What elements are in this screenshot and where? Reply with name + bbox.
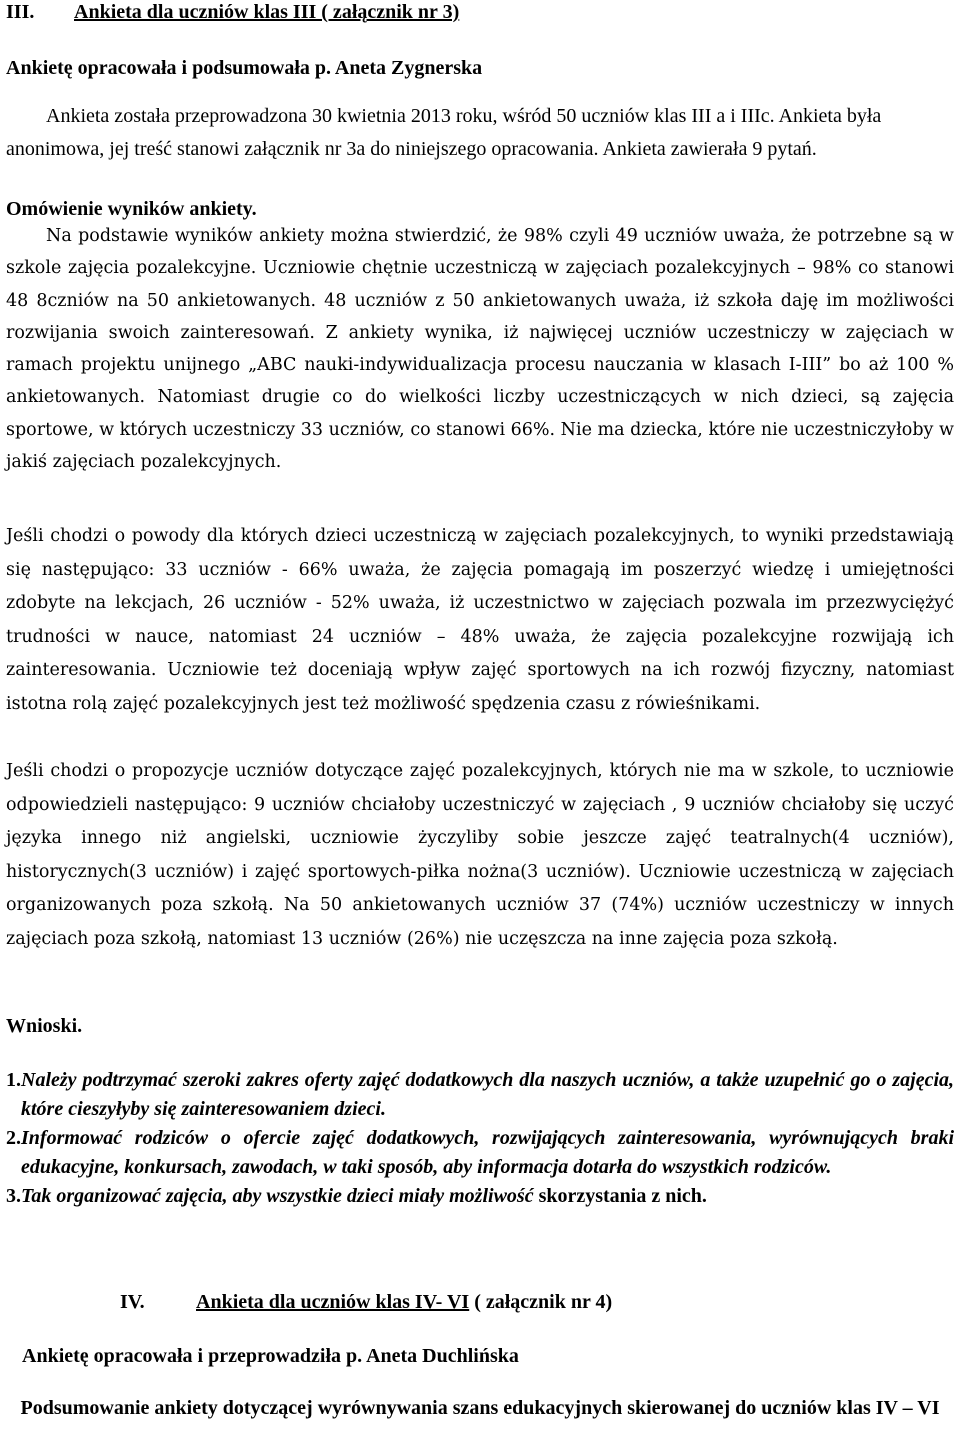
section-4-title-suffix: ( załącznik nr 4) — [469, 1291, 613, 1313]
conclusions-list — [6, 1066, 954, 1211]
conclusion-item — [6, 1124, 954, 1182]
conclusion-item — [6, 1066, 954, 1124]
results-paragraph-3: Jeśli chodzi o propozycje uczniów dotyczące zajęć pozalekcyjnych, których nie ma w szkole, to uczniowie odpowiedzieli następująco: 9 uczniów chciałoby uczestniczyć w zajęciach , 9 uczniów chciałoby się uczyć języka innego niż angielski, uczniowie życzyliby sobie jeszcze zajęć teatralnych(4 uczniów), historycznych(3 uczniów) i zajęć sportowych-piłka nożna(3 uczniów). Uczniowie uczestniczą w zajęciach organizowanych poza szkołą. Na 50 ankietowanych uczniów 37 (74%) uczniów uczestniczy w innych zajęciach poza szkołą, natomiast 13 uczniów (26%) nie uczęszcza na inne zajęcia poza szkołą. — [6, 761, 954, 949]
results-paragraph-1: Na podstawie wyników ankiety można stwierdzić, że 98% czyli 49 uczniów uważa, że potrzebne są w szkole zajęcia pozalekcyjne. Uczniowie chętnie uczestniczą w zajęciach pozalekcyjnych – 98% co stanowi 48 8czniów na 50 ankietowanych. 48 uczniów z 50 ankietowanych uważa, iż szkoła daję im możliwości rozwijania swoich zainteresowań. Z ankiety wynika, iż najwięcej uczniów uczestniczy w zajęciach w ramach projektu unijnego „ABC nauki-indywidualizacja procesu nauczania w klasach I-III” bo aż 100 % ankietowanych. Natomiast drugie co do wielkości liczby uczestniczących w nich dzieci, są zajęcia sportowe, w których uczestniczy 33 uczniów, co stanowi 66%. Nie ma dziecka, które nie uczestniczyłoby w jakiś zajęciach pozalekcyjnych. — [6, 226, 954, 473]
conclusion-item — [6, 1182, 954, 1211]
section-3-number: III. — [6, 1, 35, 23]
section-3-intro: Ankieta została przeprowadzona 30 kwietnia 2013 roku, wśród 50 uczniów klas III a i IIIc. Ankieta była anonimowa, jej treść stanowi załącznik nr 3a do niniejszego opracowania. Ankieta zawierała 9 pytań. — [6, 105, 882, 160]
section-4-author: Ankietę opracowała i przeprowadziła p. Aneta Duchlińska — [22, 1345, 519, 1367]
section-4-heading — [120, 1286, 940, 1319]
section-3-title: Ankieta dla uczniów klas III ( załącznik nr 3) — [74, 1, 460, 23]
conclusion-number: 2. — [6, 1127, 21, 1149]
conclusions-heading: Wnioski. — [6, 1015, 83, 1037]
conclusion-text: Tak organizować zajęcia, aby wszystkie dzieci miały możliwość — [21, 1185, 534, 1207]
section-3-heading — [6, 0, 954, 29]
conclusion-text: Należy podtrzymać szeroki zakres oferty zajęć dodatkowych dla naszych uczniów, a także uzupełnić go o zajęcia, które cieszyłyby się zainteresowaniem dzieci. — [21, 1069, 954, 1120]
conclusion-number: 1. — [6, 1069, 21, 1091]
conclusion-text: Informować rodziców o ofercie zajęć dodatkowych, rozwijających zainteresowania, wyrównujących braki edukacyjne, konkursach, zawodach, w taki sposób, aby informacja dotarła do wszystkich rodziców. — [21, 1127, 954, 1178]
conclusion-number: 3. — [6, 1185, 21, 1207]
results-heading: Omówienie wyników ankiety. — [6, 198, 257, 220]
section-4-summary-heading: Podsumowanie ankiety dotyczącej wyrównywania szans edukacyjnych skierowanej do uczniów klas IV – VI — [20, 1397, 940, 1419]
results-paragraph-2: Jeśli chodzi o powody dla których dzieci uczestniczą w zajęciach pozalekcyjnych, to wyniki przedstawiają się następująco: 33 uczniów - 66% uważa, że zajęcia pomagają im poszerzyć wiedzę i umiejętności zdobyte na lekcjach, 26 uczniów - 52% uważa, iż uczestnictwo w zajęciach pozwala im przezwyciężyć trudności w nauce, natomiast 24 uczniów – 48% uważa, że zajęcia pozalekcyjne rozwijają ich zainteresowania. Uczniowie też doceniają wpływ zajęć sportowych na ich rozwój fizyczny, natomiast istotna rolą zajęć pozalekcyjnych jest też możliwość spędzenia czasu z rówieśnikami. — [6, 526, 954, 714]
section-4-number: IV. — [120, 1291, 145, 1313]
conclusion-tail: skorzystania z nich. — [533, 1185, 707, 1207]
section-4-title: Ankieta dla uczniów klas IV- VI — [196, 1291, 470, 1313]
section-3-author: Ankietę opracowała i podsumowała p. Aneta Zygnerska — [6, 57, 483, 79]
